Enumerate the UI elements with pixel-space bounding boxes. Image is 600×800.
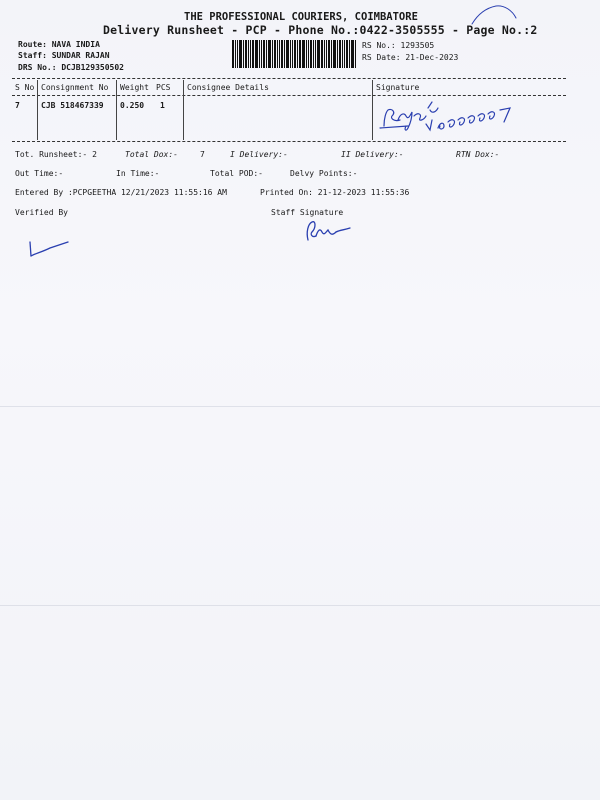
- printed-on: Printed On: 21-12-2023 11:55:36: [260, 188, 410, 197]
- pen-mark: [470, 4, 520, 28]
- drs-number: DRS No.: DCJB129350502: [18, 63, 124, 72]
- header-sno: S No: [15, 83, 35, 92]
- in-time: In Time:-: [116, 169, 160, 178]
- runsheet-subtitle: Delivery Runsheet - PCP - Phone No.:0422-3505555 - Page No.:2: [103, 23, 538, 37]
- fold-line: [0, 605, 600, 606]
- barcode-bar: [286, 40, 289, 68]
- col-sep: [37, 80, 38, 140]
- delvy-points: Delvy Points:-: [290, 169, 358, 178]
- barcode-bar: [266, 40, 267, 68]
- barcode-bar: [326, 40, 327, 68]
- barcode-bar: [284, 40, 285, 68]
- barcode-bar: [337, 40, 338, 68]
- barcode-bar: [297, 40, 298, 68]
- barcode-bar: [268, 40, 271, 68]
- row-weight: 0.250: [120, 101, 145, 110]
- header-signature: Signature: [376, 83, 420, 92]
- barcode-bar: [235, 40, 236, 68]
- barcode-bar: [237, 40, 238, 68]
- entered-by: Entered By :PCPGEETHA 12/21/2023 11:55:16 AM: [15, 188, 227, 197]
- barcode-bar: [292, 40, 293, 68]
- col-sep: [372, 80, 373, 140]
- verified-signature: [20, 238, 72, 262]
- row-sno: 7: [15, 101, 20, 110]
- barcode-bar: [243, 40, 244, 68]
- i-delivery: I Delivery:-: [230, 150, 288, 159]
- total-dox-value: 7: [200, 150, 205, 159]
- barcode-bar: [299, 40, 301, 68]
- barcode-bar: [346, 40, 348, 68]
- route-label: Route: NAVA INDIA: [18, 40, 100, 49]
- barcode-bar: [328, 40, 330, 68]
- company-title: THE PROFESSIONAL COURIERS, COIMBATORE: [184, 11, 418, 23]
- staff-signature: [300, 218, 356, 244]
- ii-delivery: II Delivery:-: [341, 150, 404, 159]
- barcode-bar: [321, 40, 323, 68]
- total-dox-label: Total Dox:-: [125, 150, 178, 159]
- col-sep: [183, 80, 184, 140]
- rs-date: RS Date: 21-Dec-2023: [362, 53, 459, 62]
- barcode-bar: [252, 40, 254, 68]
- barcode-bar: [245, 40, 247, 68]
- row-consignment: CJB 518467339: [41, 101, 104, 110]
- total-pod: Total POD:-: [210, 169, 263, 178]
- barcode: [232, 40, 357, 68]
- col-sep: [116, 80, 117, 140]
- header-weight: Weight: [120, 83, 149, 92]
- barcode-bar: [331, 40, 332, 68]
- barcode-bar: [302, 40, 305, 68]
- staff-signature-label: Staff Signature: [271, 208, 344, 217]
- table-top-rule: [12, 78, 566, 79]
- recipient-signature: [378, 98, 538, 138]
- barcode-bar: [239, 40, 242, 68]
- barcode-bar: [351, 40, 354, 68]
- header-consignee: Consignee Details: [187, 83, 269, 92]
- barcode-bar: [259, 40, 260, 68]
- row-pcs: 1: [160, 101, 165, 110]
- table-bottom-rule: [12, 141, 566, 142]
- barcode-bar: [313, 40, 314, 68]
- barcode-bar: [274, 40, 276, 68]
- barcode-bar: [317, 40, 320, 68]
- barcode-bar: [308, 40, 309, 68]
- fold-line: [0, 406, 600, 407]
- barcode-bar: [355, 40, 356, 68]
- barcode-bar: [263, 40, 265, 68]
- barcode-bar: [349, 40, 350, 68]
- verified-by: Verified By: [15, 208, 68, 217]
- barcode-bar: [324, 40, 325, 68]
- tot-runsheet: Tot. Runsheet:- 2: [15, 150, 97, 159]
- barcode-bar: [255, 40, 258, 68]
- barcode-bar: [261, 40, 262, 68]
- barcode-bar: [306, 40, 307, 68]
- barcode-bar: [315, 40, 316, 68]
- barcode-bar: [333, 40, 336, 68]
- barcode-bar: [272, 40, 273, 68]
- header-consignment: Consignment No: [41, 83, 109, 92]
- staff-label: Staff: SUNDAR RAJAN: [18, 51, 110, 60]
- barcode-bar: [310, 40, 312, 68]
- barcode-bar: [250, 40, 251, 68]
- out-time: Out Time:-: [15, 169, 64, 178]
- rs-number: RS No.: 1293505: [362, 41, 435, 50]
- barcode-bar: [339, 40, 341, 68]
- barcode-bar: [277, 40, 278, 68]
- barcode-bar: [281, 40, 283, 68]
- header-pcs: PCS: [156, 83, 171, 92]
- table-header-rule: [12, 95, 566, 96]
- barcode-bar: [342, 40, 343, 68]
- barcode-bar: [232, 40, 234, 68]
- barcode-bar: [294, 40, 296, 68]
- barcode-bar: [279, 40, 280, 68]
- rtn-dox: RTN Dox:-: [456, 150, 500, 159]
- barcode-bar: [344, 40, 345, 68]
- barcode-bar: [290, 40, 291, 68]
- barcode-bar: [248, 40, 249, 68]
